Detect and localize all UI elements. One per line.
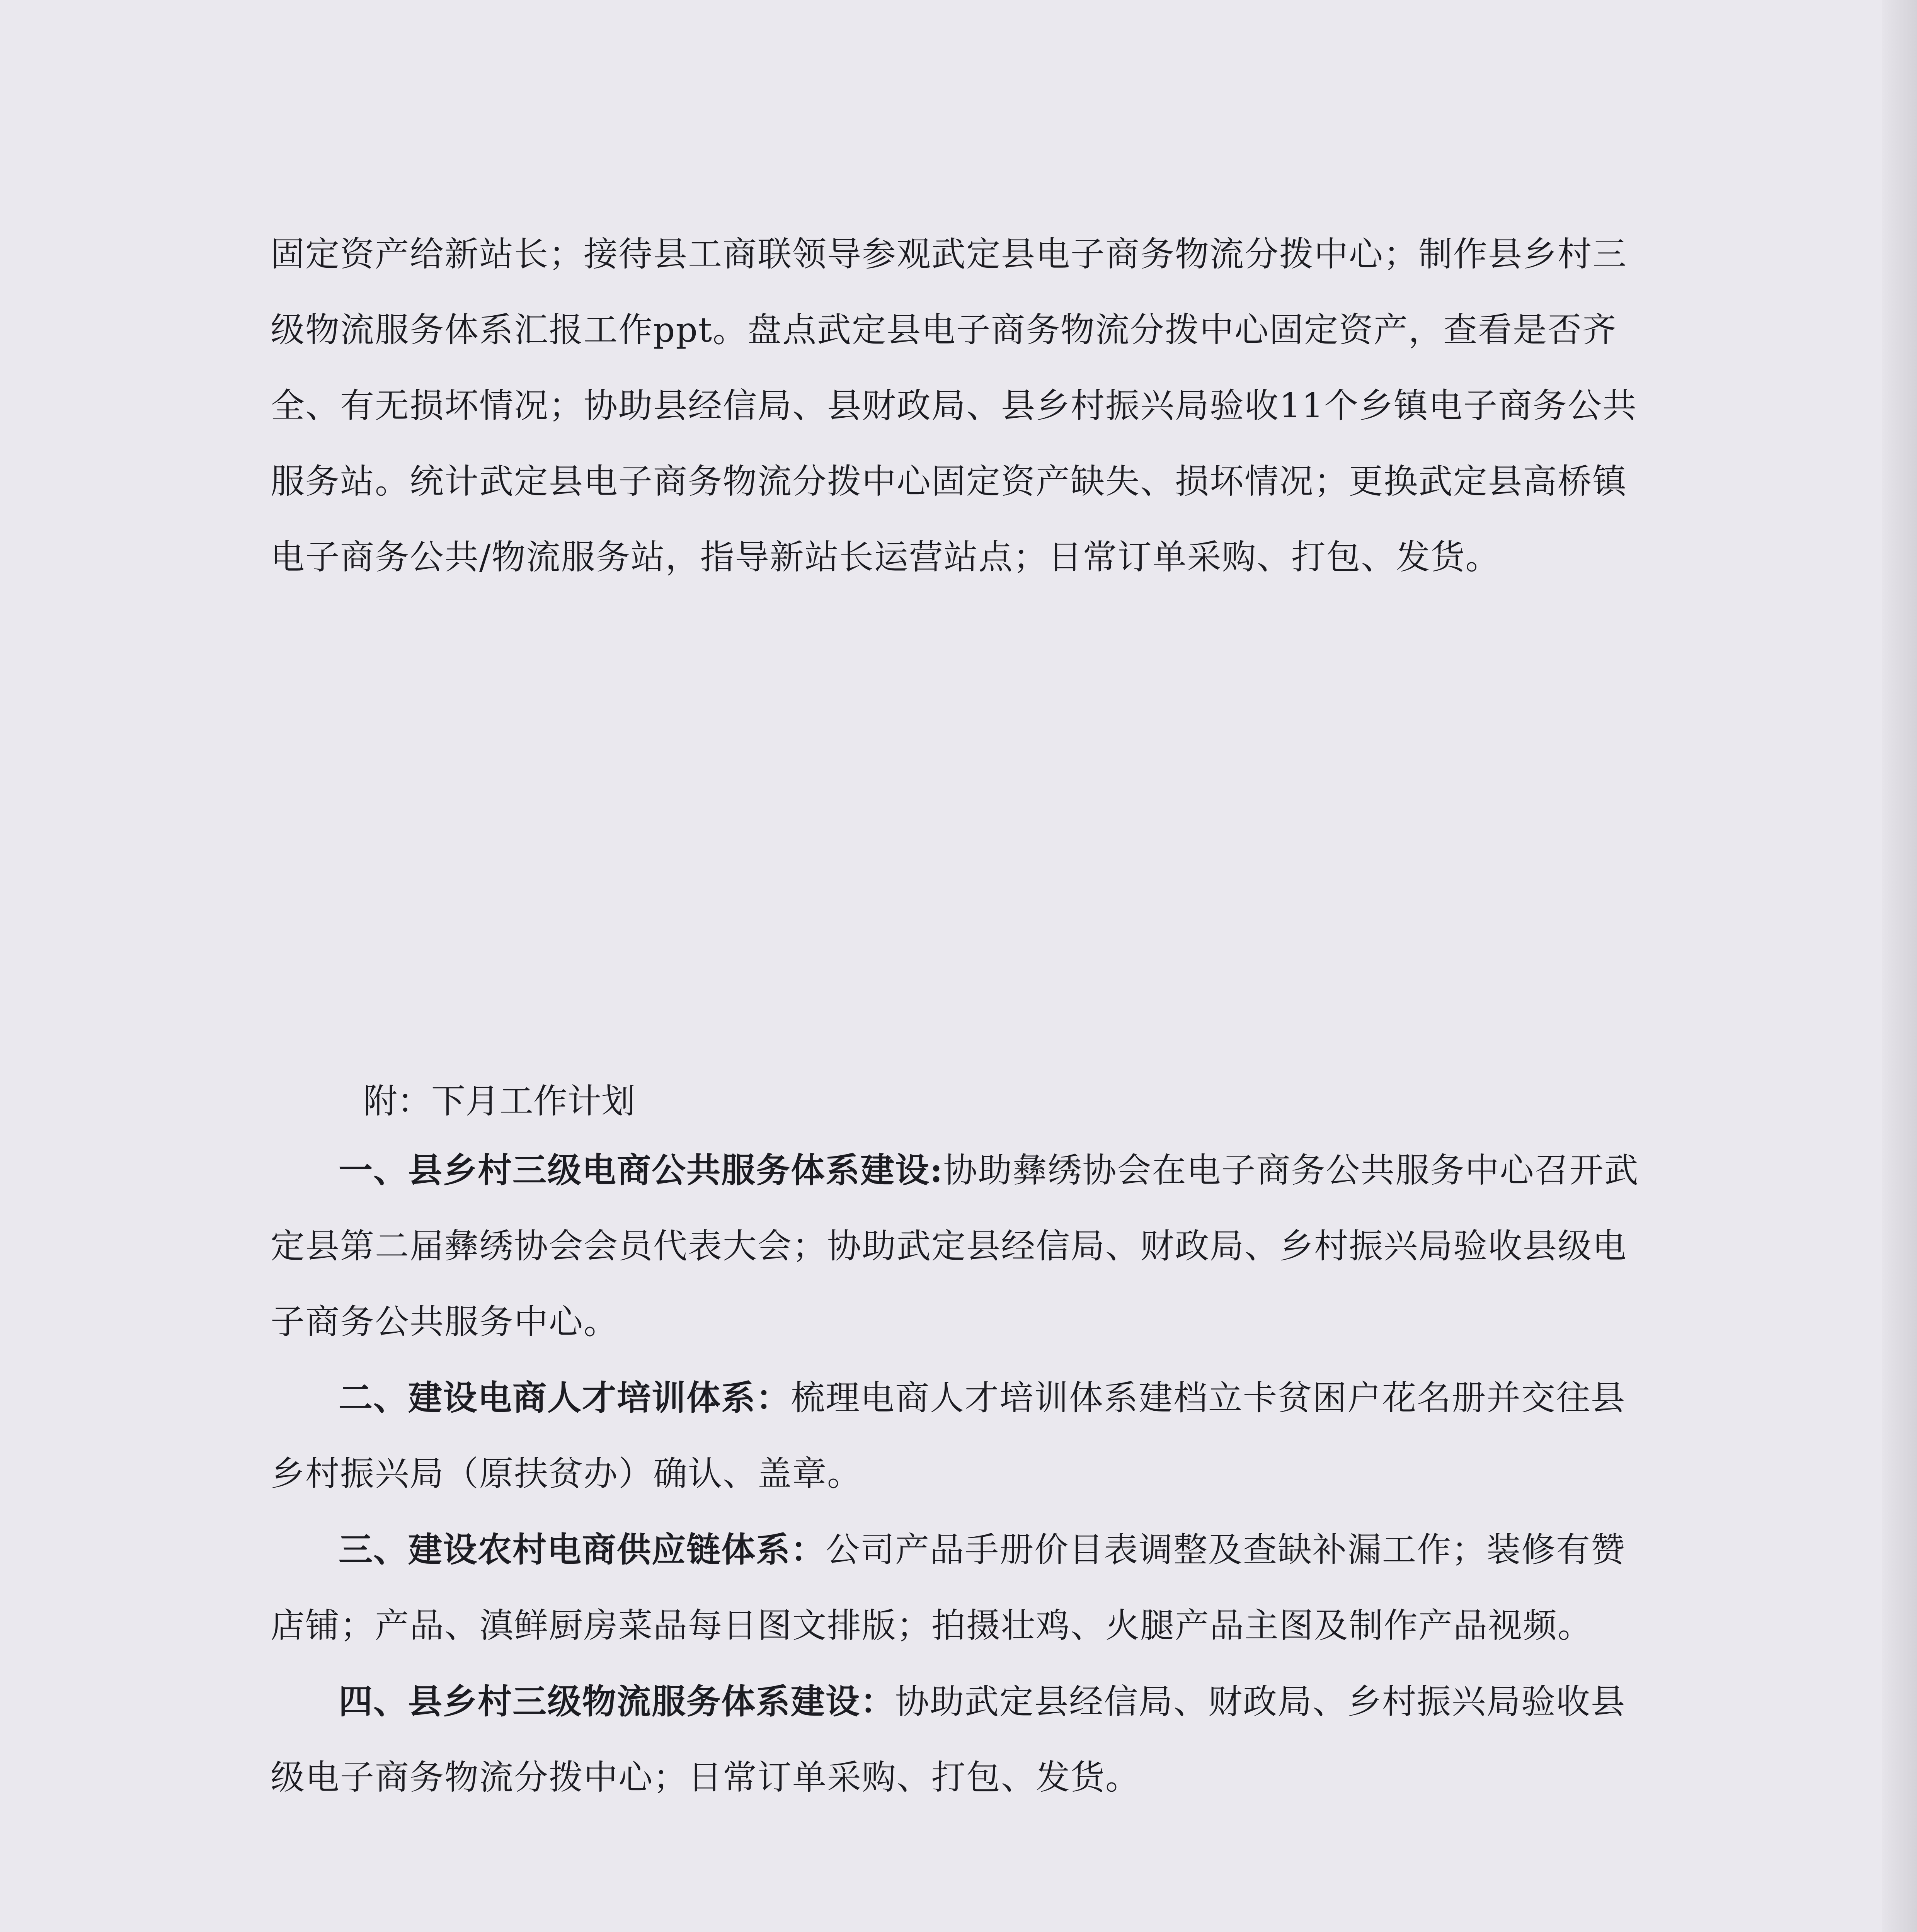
report-body <box>271 216 1646 595</box>
plan-list <box>271 1132 1646 1815</box>
plan-item <box>271 1512 1646 1663</box>
plan-item-heading: 一、县乡村三级电商公共服务体系建设: <box>339 1150 943 1190</box>
plan-item-body: 公司产品手册价目表调整及查缺补漏工作；装修有赞店铺；产品、滇鲜厨房菜品每日图文排版；拍摄壮鸡、火腿产品主图及制作产品视频。 <box>271 1530 1626 1645</box>
scan-edge <box>1882 0 1917 1932</box>
plan-item-body: 协助武定县经信局、财政局、乡村振兴局验收县级电子商务物流分拨中心；日常订单采购、打包、发货。 <box>271 1682 1626 1797</box>
plan-item-heading: 四、县乡村三级物流服务体系建设： <box>339 1681 896 1721</box>
annex-title: 附：下月工作计划 <box>363 1081 636 1121</box>
plan-item-body: 协助彝绣协会在电子商务公共服务中心召开武定县第二届彝绣协会会员代表大会；协助武定县经信局、财政局、乡村振兴局验收县级电子商务公共服务中心。 <box>271 1150 1639 1342</box>
plan-item <box>271 1360 1646 1512</box>
plan-item-heading: 二、建设电商人才培训体系： <box>339 1378 791 1418</box>
plan-item <box>271 1663 1646 1815</box>
plan-item-body: 梳理电商人才培训体系建档立卡贫困户花名册并交往县乡村振兴局（原扶贫办）确认、盖章。 <box>271 1378 1626 1493</box>
plan-item-heading: 三、建设农村电商供应链体系： <box>339 1529 826 1570</box>
plan-item <box>271 1132 1646 1360</box>
report-paragraph: 固定资产给新站长；接待县工商联领导参观武定县电子商务物流分拨中心；制作县乡村三级物流服务体系汇报工作ppt。盘点武定县电子商务物流分拨中心固定资产，查看是否齐全、有无损坏情况；协助县经信局、县财政局、县乡村振兴局验收11个乡镇电子商务公共服务站。统计武定县电子商务物流分拨中心固定资产缺失、损坏情况；更换武定县高桥镇电子商务公共/物流服务站，指导新站长运营站点；日常订单采购、打包、发货。 <box>271 234 1637 577</box>
